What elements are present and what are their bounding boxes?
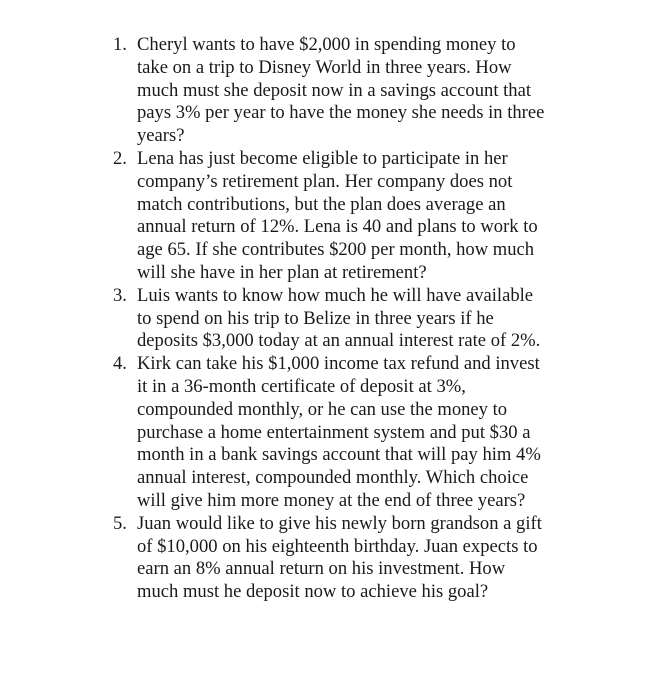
text-line: purchase a home entertainment system and put $30 a bbox=[137, 421, 531, 443]
text-line: month in a bank savings account that will pay him 4% bbox=[137, 444, 541, 466]
text-line: annual interest, compounded monthly. Which choice bbox=[137, 467, 529, 489]
problem-number: 2. bbox=[113, 147, 127, 169]
text-line: annual return of 12%. Lena is 40 and plans to work to bbox=[137, 216, 538, 238]
problem-item-3 bbox=[113, 285, 573, 353]
text-line: Cheryl wants to have $2,000 in spending money to bbox=[137, 34, 516, 55]
problem-text bbox=[137, 513, 573, 604]
text-line: earn an 8% annual return on his investment. How bbox=[137, 558, 506, 580]
problem-item-1 bbox=[113, 34, 573, 148]
text-line: company’s retirement plan. Her company does not bbox=[137, 170, 513, 192]
text-line: Juan would like to give his newly born grandson a gift bbox=[137, 512, 542, 534]
text-line: much must he deposit now to achieve his goal? bbox=[137, 581, 489, 603]
problem-item-4 bbox=[113, 353, 573, 513]
text-line: deposits $3,000 today at an annual interest rate of 2%. bbox=[137, 330, 541, 352]
text-line: years? bbox=[137, 125, 185, 147]
text-line: it in a 36-month certificate of deposit at 3%, bbox=[137, 375, 466, 397]
problem-text bbox=[137, 34, 573, 148]
text-line: of $10,000 on his eighteenth birthday. Juan expects to bbox=[137, 535, 538, 557]
text-line: take on a trip to Disney World in three years. How bbox=[137, 56, 512, 78]
text-line: Luis wants to know how much he will have available bbox=[137, 284, 534, 306]
text-line: compounded monthly, or he can use the money to bbox=[137, 398, 508, 420]
text-line: will give him more money at the end of three years? bbox=[137, 489, 526, 511]
problem-text bbox=[137, 353, 573, 513]
problem-number: 3. bbox=[113, 284, 127, 306]
text-line: much must she deposit now in a savings account that bbox=[137, 79, 532, 101]
problem-item-5 bbox=[113, 513, 573, 604]
text-line: age 65. If she contributes $200 per month, how much bbox=[137, 239, 535, 261]
text-line: match contributions, but the plan does average an bbox=[137, 193, 506, 215]
problem-number: 5. bbox=[113, 512, 127, 534]
text-line: Lena has just become eligible to participate in her bbox=[137, 147, 508, 169]
problem-list bbox=[113, 34, 573, 604]
text-line: to spend on his trip to Belize in three years if he bbox=[137, 307, 494, 329]
text-line: pays 3% per year to have the money she needs in three bbox=[137, 102, 545, 124]
problem-item-2 bbox=[113, 148, 573, 285]
text-line: Kirk can take his $1,000 income tax refund and invest bbox=[137, 353, 540, 375]
problem-text bbox=[137, 285, 573, 353]
problem-number: 1. bbox=[113, 34, 127, 55]
problem-number: 4. bbox=[113, 353, 127, 375]
problem-text bbox=[137, 148, 573, 285]
text-line: will she have in her plan at retirement? bbox=[137, 261, 427, 283]
